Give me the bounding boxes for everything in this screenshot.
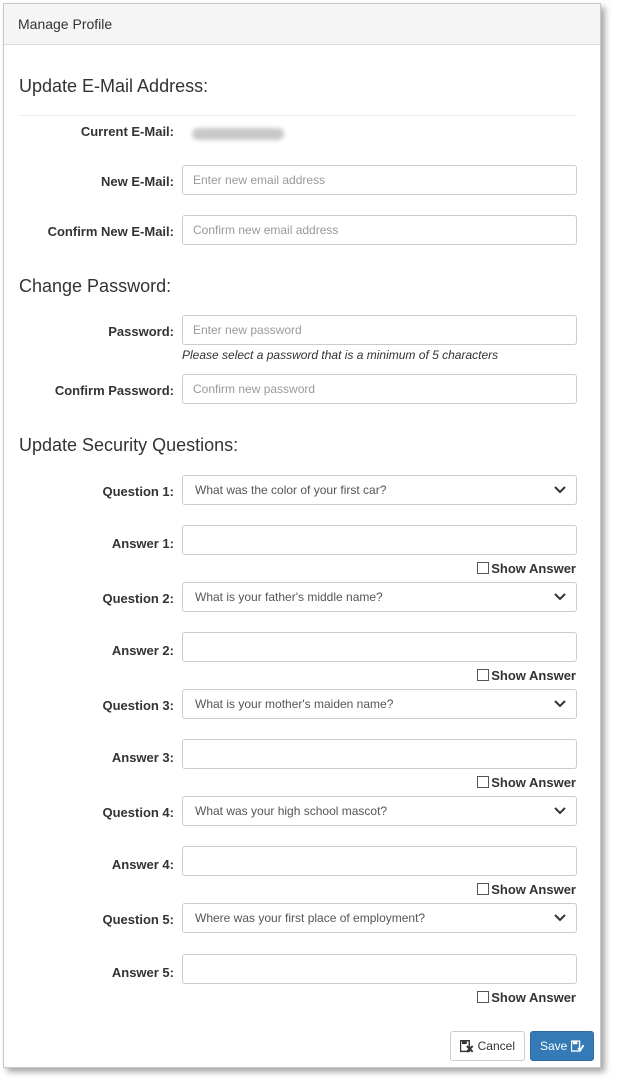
answer-3-label: Answer 3: (111, 750, 174, 765)
password-label: Password: (108, 324, 174, 339)
question-5-select[interactable] (182, 903, 577, 933)
question-4-value: What was your high school mascot? (195, 804, 388, 818)
show-answer-1[interactable] (477, 560, 576, 576)
chevron-down-icon (554, 592, 566, 602)
save-icon (571, 1040, 584, 1053)
password-section-title: Change Password: (19, 276, 172, 296)
answer-4-input[interactable] (182, 846, 577, 876)
show-answer-2[interactable] (477, 667, 576, 683)
show-answer-1-checkbox[interactable] (477, 562, 489, 574)
cancel-save-icon (460, 1040, 474, 1053)
current-email-label: Current E-Mail: (80, 124, 174, 139)
security-section-title: Update Security Questions: (19, 435, 239, 455)
answer-1-label: Answer 1: (111, 536, 174, 551)
show-answer-5-checkbox[interactable] (477, 991, 489, 1003)
show-answer-3-checkbox[interactable] (477, 776, 489, 788)
email-section-title: Update E-Mail Address: (19, 76, 209, 96)
show-answer-5[interactable] (477, 989, 576, 1005)
question-4-label: Question 4: (102, 805, 174, 820)
answer-2-input[interactable] (182, 632, 577, 662)
chevron-down-icon (554, 699, 566, 709)
question-1-value: What was the color of your first car? (195, 483, 387, 497)
answer-2-label: Answer 2: (111, 643, 174, 658)
cancel-button-label: Cancel (477, 1039, 515, 1053)
answer-5-label: Answer 5: (111, 965, 174, 980)
confirm-password-label: Confirm Password: (54, 383, 174, 398)
divider (19, 115, 577, 116)
question-3-value: What is your mother's maiden name? (195, 697, 394, 711)
show-answer-2-checkbox[interactable] (477, 669, 489, 681)
show-answer-4[interactable] (477, 881, 576, 897)
question-5-value: Where was your first place of employment? (195, 911, 426, 925)
question-2-label: Question 2: (102, 591, 174, 606)
new-email-label: New E-Mail: (101, 174, 174, 189)
show-answer-label: Show Answer (491, 667, 576, 683)
save-button[interactable] (530, 1031, 594, 1061)
question-4-select[interactable] (182, 796, 577, 826)
question-5-label: Question 5: (102, 912, 174, 927)
show-answer-label: Show Answer (491, 774, 576, 790)
new-email-input[interactable] (182, 165, 577, 195)
show-answer-3[interactable] (477, 774, 576, 790)
question-3-label: Question 3: (102, 698, 174, 713)
show-answer-label: Show Answer (491, 989, 576, 1005)
answer-1-input[interactable] (182, 525, 577, 555)
question-3-select[interactable] (182, 689, 577, 719)
question-2-value: What is your father's middle name? (195, 590, 383, 604)
confirm-email-input[interactable] (182, 215, 577, 245)
cancel-button[interactable] (450, 1031, 525, 1061)
panel-title: Manage Profile (4, 4, 600, 45)
question-1-label: Question 1: (102, 484, 174, 499)
question-2-select[interactable] (182, 582, 577, 612)
question-1-select[interactable] (182, 475, 577, 505)
chevron-down-icon (554, 913, 566, 923)
answer-5-input[interactable] (182, 954, 577, 984)
show-answer-label: Show Answer (491, 881, 576, 897)
confirm-password-input[interactable] (182, 374, 577, 404)
chevron-down-icon (554, 485, 566, 495)
save-button-label: Save (540, 1039, 568, 1053)
answer-4-label: Answer 4: (111, 857, 174, 872)
chevron-down-icon (554, 806, 566, 816)
answer-3-input[interactable] (182, 739, 577, 769)
password-hint: Please select a password that is a minimum of 5 characters (182, 348, 499, 362)
password-input[interactable] (182, 315, 577, 345)
confirm-email-label: Confirm New E-Mail: (47, 224, 174, 239)
show-answer-4-checkbox[interactable] (477, 883, 489, 895)
show-answer-label: Show Answer (491, 560, 576, 576)
current-email-value-redacted (192, 128, 284, 140)
manage-profile-panel (3, 3, 601, 1068)
